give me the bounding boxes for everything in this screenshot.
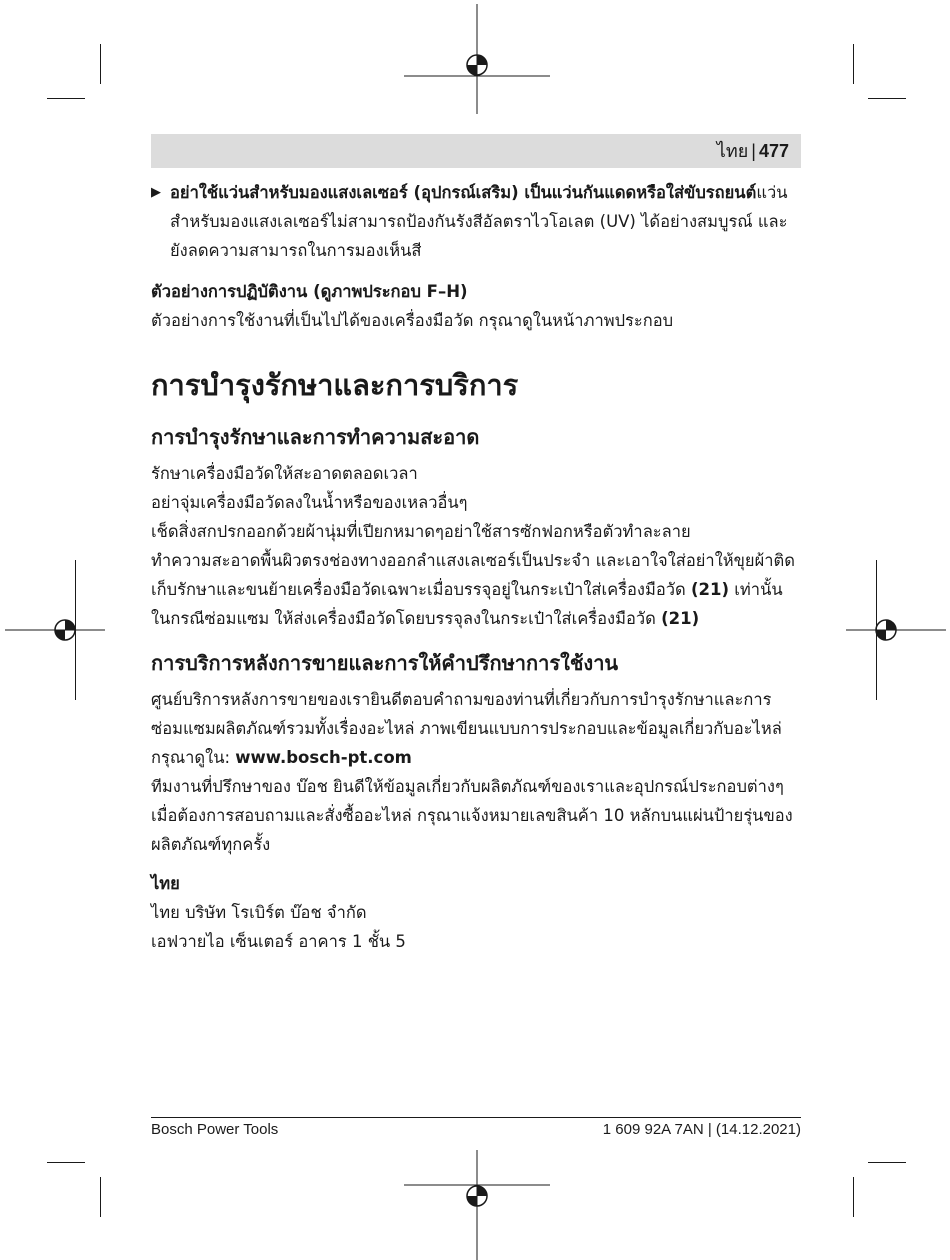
paragraph: ทำความสะอาดพื้นผิวตรงช่องทางออกลำแสงเลเซอร์เป็นประจำ และเอาใจใส่อย่าให้ขุยผ้าติด [151,551,795,570]
warning-bold-text: อย่าใช้แว่นสำหรับมองแสงเลเซอร์ (อุปกรณ์เสริม) เป็นแว่นกันแดดหรือใส่ขับรถยนต์ [170,183,757,202]
footer-doc-number: 1 609 92A 7AN | (14.12.2021) [602,1121,801,1138]
paragraph [151,604,801,633]
examples-text: ตัวอย่างการใช้งานที่เป็นไปได้ของเครื่องมือวัด กรุณาดูในหน้าภาพประกอบ [151,311,674,330]
after-sales-heading: การบริการหลังการขายและการให้คำปรึกษาการใช้งาน [151,651,619,675]
paragraph-text: เท่านั้น [734,580,783,599]
paragraph [151,685,801,772]
crosshair-registration-icon [5,605,105,655]
page-footer [151,1117,801,1138]
page-header-text [717,140,789,162]
crop-mark [47,1162,85,1163]
crop-mark [47,98,85,99]
paragraph: เมื่อต้องการสอบถามและสั่งซื้ออะไหล่ กรุณาแจ้งหมายเลขสินค้า 10 หลักบนแผ่นป้ายรุ่นของผลิตภัณฑ์ทุกครั้ง [151,806,793,854]
website-link[interactable]: www.bosch-pt.com [235,748,412,767]
paragraph: เช็ดสิ่งสกปรกออกด้วยผ้านุ่มที่เปียกหมาดๆอย่าใช้สารซักฟอกหรือตัวทำละลาย [151,522,691,541]
paragraph [151,575,801,604]
paragraph: รักษาเครื่องมือวัดให้สะอาดตลอดเวลา [151,464,418,483]
address-line: ไทย บริษัท โรเบิร์ต บ๊อช จำกัด [151,903,367,922]
crop-mark [853,1177,854,1217]
footer-publisher: Bosch Power Tools [151,1121,279,1138]
crop-mark [853,44,854,84]
paragraph-text: ศูนย์บริการหลังการขายของเรายินดีตอบคำถามของท่านที่เกี่ยวกับการบำรุงรักษาและการซ่อมแซมผลิตภัณฑ์รวมทั้งเรื่องอะไหล่ ภาพเขียนแบบการประกอบและข้อมูลเกี่ยวกับอะไหล่ กรุณาดูใน: [151,690,782,767]
reference-number: (21) [690,580,730,599]
header-separator: | [751,141,756,161]
maintenance-cleaning-heading: การบำรุงรักษาและการทำความสะอาด [151,425,480,449]
examples-heading: ตัวอย่างการปฏิบัติงาน (ดูภาพประกอบ F–H) [151,282,468,301]
crosshair-registration-icon [404,1150,550,1260]
crop-mark [100,44,101,84]
paragraph-text: เก็บรักษาและขนย้ายเครื่องมือวัดเฉพาะเมื่อบรรจุอยู่ในกระเป๋าใส่เครื่องมือวัด [151,580,686,599]
crop-mark [868,1162,906,1163]
reference-number: (21) [661,609,700,628]
header-language: ไทย [716,141,749,161]
page-number: 477 [758,141,789,161]
warning-text: แว่นสำหรับมองแสงเลเซอร์ไม่สามารถป้องกันรังสีอัลตราไวโอเลต (UV) ได้อย่างสมบูรณ์ และยังลดความสามารถในการมองเห็นสี [170,183,788,260]
page-content [151,178,801,956]
warning-bullet [151,178,801,265]
crosshair-registration-icon [846,605,946,655]
paragraph: ทีมงานที่ปรึกษาของ บ๊อช ยินดีให้ข้อมูลเกี่ยวกับผลิตภัณฑ์ของเราและอุปกรณ์ประกอบต่างๆ [151,777,784,796]
address-line: เอฟวายไอ เซ็นเตอร์ อาคาร 1 ชั้น 5 [151,932,406,951]
crop-mark [100,1177,101,1217]
section-title: การบำรุงรักษาและการบริการ [151,368,519,402]
country-heading: ไทย [151,874,180,893]
triangle-bullet-icon: ▶ [151,185,161,200]
paragraph: อย่าจุ่มเครื่องมือวัดลงในน้ำหรือของเหลวอื่นๆ [151,493,468,512]
crop-mark [868,98,906,99]
paragraph-text: ในกรณีซ่อมแซม ให้ส่งเครื่องมือวัดโดยบรรจุลงในกระเป๋าใส่เครื่องมือวัด [151,609,656,628]
page-header [151,134,801,168]
crosshair-registration-icon [404,4,550,114]
